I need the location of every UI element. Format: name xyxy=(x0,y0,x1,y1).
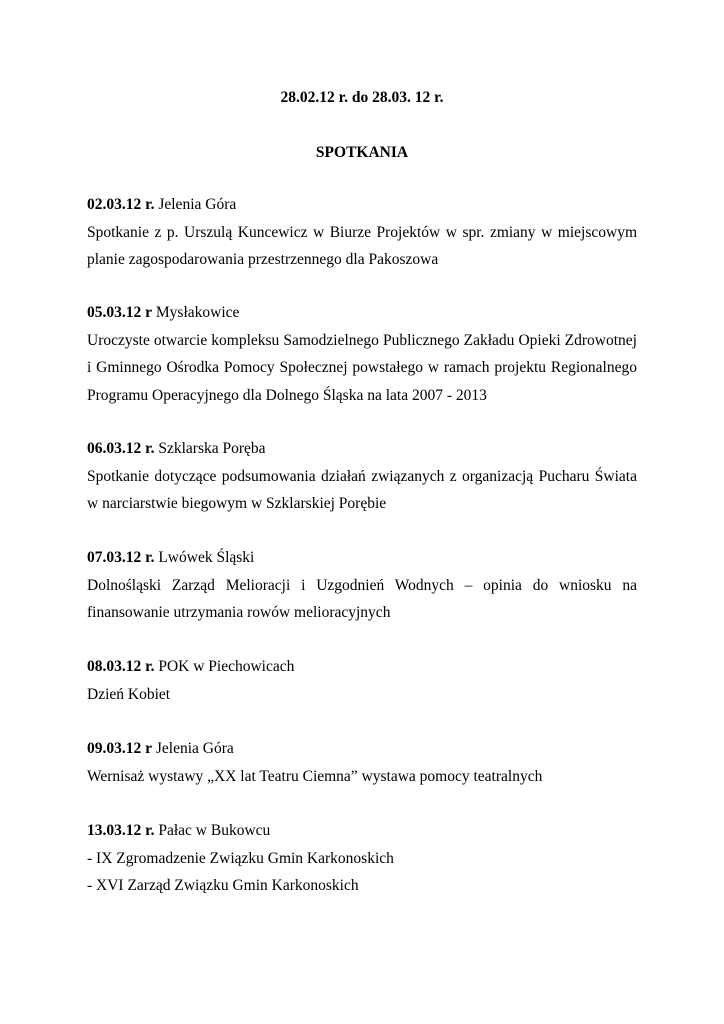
entry-list-item: - XVI Zarząd Związku Gmin Karkonoskich xyxy=(87,877,359,894)
entry-date: 08.03.12 r. xyxy=(87,658,155,675)
entry-description: Dzień Kobiet xyxy=(87,685,171,703)
entry-description: Spotkanie z p. Urszulą Kuncewicz w Biurze Projektów w spr. zmiany w miejscowym planie zagospodarowania przestrzennego dla Pakoszowa xyxy=(87,223,637,268)
entry-date: 13.03.12 r. xyxy=(87,822,155,839)
entry-header xyxy=(87,435,637,463)
entry-date: 06.03.12 r. xyxy=(87,440,155,457)
entry-place: POK w Piechowicach xyxy=(158,658,295,675)
meeting-entry xyxy=(87,653,637,708)
entry-date: 02.03.12 r. xyxy=(87,196,155,213)
entry-description: Spotkanie dotyczące podsumowania działań związanych z organizacją Pucharu Świata w narciarstwie biegowym w Szklarskiej Porębie xyxy=(87,467,637,512)
entry-header xyxy=(87,735,637,763)
meeting-entry xyxy=(87,435,637,518)
entry-place: Pałac w Bukowcu xyxy=(158,822,271,839)
entry-header xyxy=(87,653,637,681)
entry-place: Jelenia Góra xyxy=(158,196,237,213)
entry-list-item: - IX Zgromadzenie Związku Gmin Karkonoskich xyxy=(87,849,394,867)
entry-date: 09.03.12 r xyxy=(87,740,153,757)
entry-place: Lwówek Śląski xyxy=(158,549,255,566)
entry-place: Szklarska Poręba xyxy=(158,440,266,457)
entry-description: Wernisaż wystawy „XX lat Teatru Ciemna” wystawa pomocy teatralnych xyxy=(87,767,543,785)
meeting-entry xyxy=(87,544,637,627)
section-heading: SPOTKANIA xyxy=(315,144,409,161)
meeting-entry xyxy=(87,735,637,790)
meeting-entry xyxy=(87,817,637,900)
meeting-entry xyxy=(87,191,637,274)
entry-header xyxy=(87,544,637,572)
entry-description: Uroczyste otwarcie kompleksu Samodzielnego Publicznego Zakładu Opieki Zdrowotnej i Gminnego Ośrodka Pomocy Społecznej powstałego w ramach projektu Regionalnego Programu Operacyjnego dla Dolnego Śląska na lata 2007 - 2013 xyxy=(87,331,637,404)
meeting-entry xyxy=(87,299,637,409)
entry-header xyxy=(87,191,637,219)
entry-place: Mysłakowice xyxy=(155,304,240,321)
entry-date: 07.03.12 r. xyxy=(87,549,155,566)
entry-place: Jelenia Góra xyxy=(155,740,234,757)
entry-header xyxy=(87,817,637,845)
entry-header xyxy=(87,299,637,327)
report-period: 28.02.12 r. do 28.03. 12 r. xyxy=(280,89,444,106)
entry-description: Dolnośląski Zarząd Melioracji i Uzgodnień Wodnych – opinia do wniosku na finansowanie utrzymania rowów melioracyjnych xyxy=(87,576,637,621)
entry-date: 05.03.12 r xyxy=(87,304,153,321)
